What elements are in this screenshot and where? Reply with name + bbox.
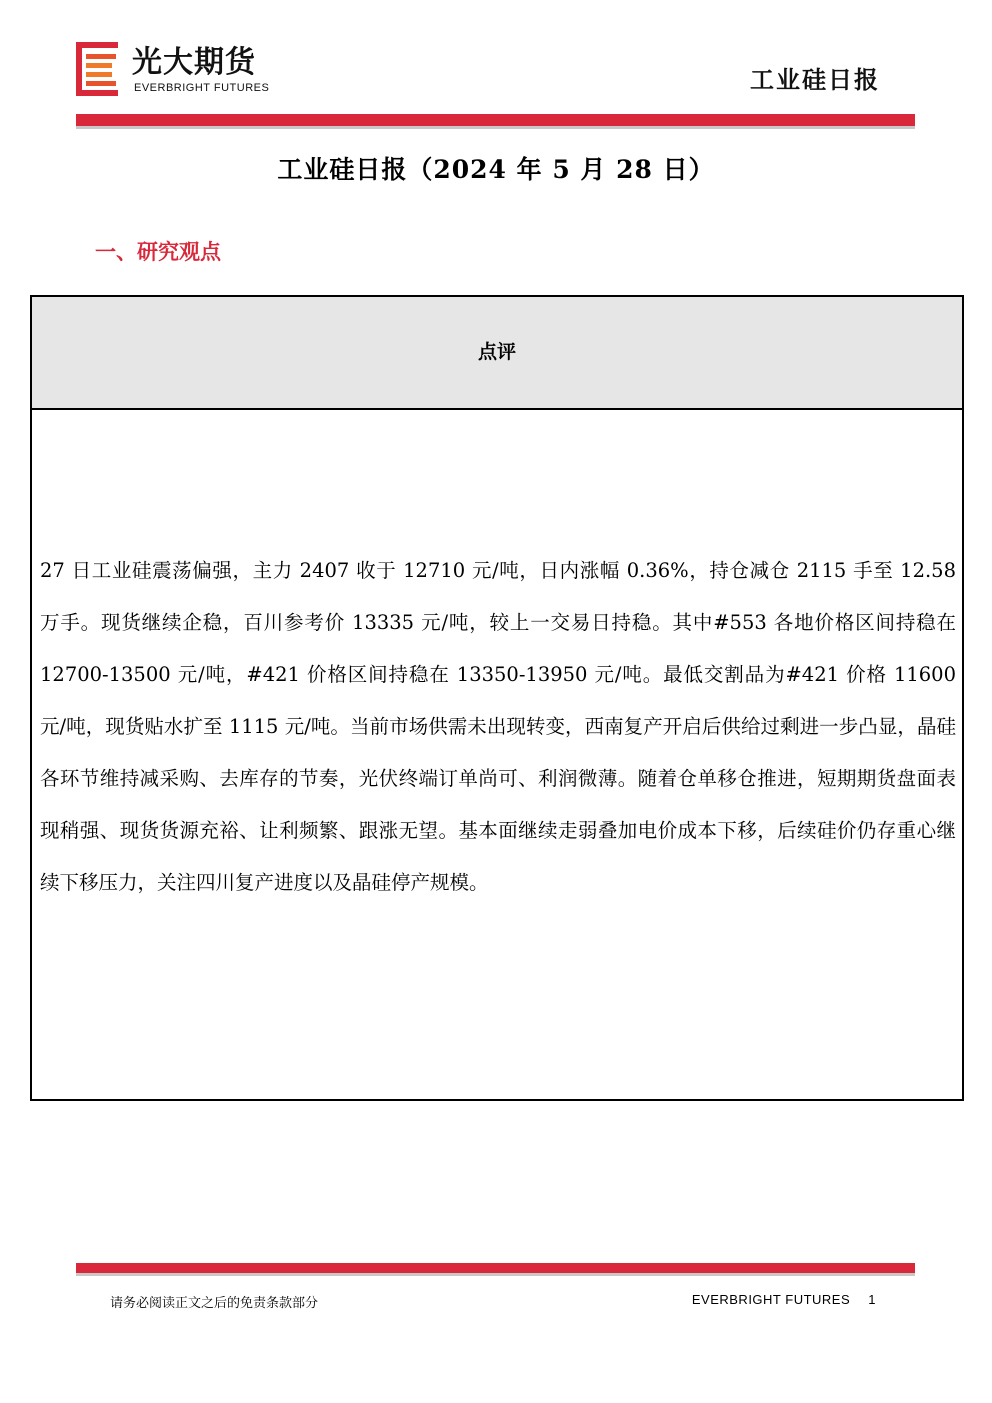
footer-divider [76, 1263, 915, 1276]
logo-brand-en: EVERBRIGHT FUTURES [134, 82, 270, 94]
document-title: 工业硅日报（2024 年 5 月 28 日） [277, 155, 715, 184]
footer-brand [692, 1292, 876, 1307]
everbright-logo-icon [76, 42, 118, 96]
comment-table-body: 27 日工业硅震荡偏强，主力 2407 收于 12710 元/吨，日内涨幅 0.36%，持仓减仓 2115 手至 12.58 万手。现货继续企稳，百川参考价 13335 元/吨，较上一交易日持稳。其中#553 各地价格区间持稳在 12700-13500 元/吨，#421 价格区间持稳在 13350-13950 元/吨。最低交割品为#421 价格 11600 元/吨，现货贴水扩至 1115 元/吨。当前市场供需未出现转变，西南复产开启后供给过剩进一步凸显，晶硅各环节维持减采购、去库存的节奏，光伏终端订单尚可、利润微薄。随着仓单移仓推进，短期期货盘面表现稍强、现货货源充裕、让利频繁、跟涨无望。基本面继续走弱叠加电价成本下移，后续硅价仍存重心继续下移压力，关注四川复产进度以及晶硅停产规模。 [40, 559, 956, 894]
comment-table [30, 295, 964, 1101]
company-logo [76, 42, 286, 98]
page-number: 1 [868, 1292, 876, 1307]
header-divider [76, 114, 915, 129]
logo-brand-cn: 光大期货 [132, 45, 256, 80]
header-report-name: 工业硅日报 [750, 65, 880, 94]
section-heading: 一、研究观点 [95, 239, 221, 264]
footer-brand-en: EVERBRIGHT FUTURES [691, 1292, 851, 1307]
comment-table-header: 点评 [32, 297, 962, 410]
footer-disclaimer: 请务必阅读正文之后的免责条款部分 [110, 1296, 319, 1311]
